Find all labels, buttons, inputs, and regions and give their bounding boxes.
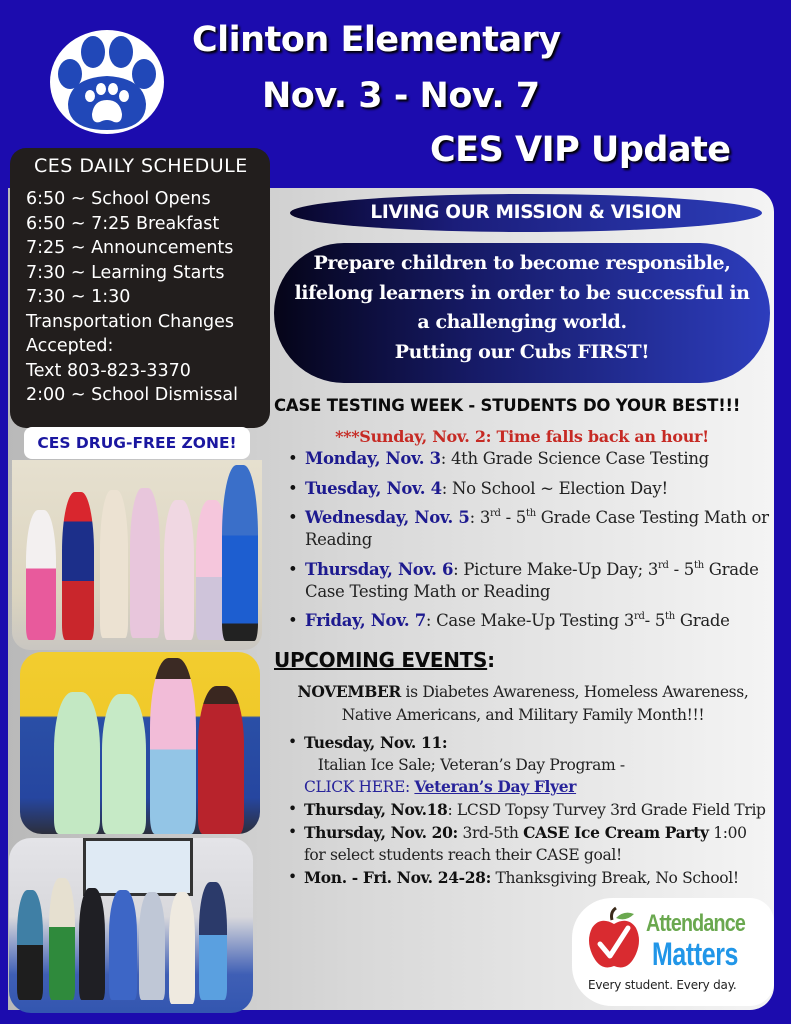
list-item [286,559,770,603]
click-here-text: CLICK HERE: [304,778,415,796]
schedule-line: Accepted: [26,336,114,356]
item-text: Grade Case Testing Math or Reading [305,508,769,549]
veterans-day-flyer-link[interactable]: Veteran’s Day Flyer [414,777,577,796]
item-text: : 3 [469,508,491,527]
schedule-line: 6:50 ~ School Opens [26,189,211,209]
list-item [286,799,766,822]
mission-line: Prepare children to become responsible, [313,252,731,274]
drug-free-zone-label: CES DRUG-FREE ZONE! [24,427,250,459]
day-label: Thursday, Nov.18 [304,800,448,819]
daily-schedule-box [10,148,270,428]
mission-line: Putting our Cubs FIRST! [394,340,650,363]
heading-colon: : [487,648,495,672]
item-text: Italian Ice Sale; Veteran’s Day Program - [304,755,630,774]
item-text: - 5 [500,508,526,527]
item-text: : Picture Make-Up Day; 3 [453,559,659,579]
schedule-line: 7:30 ~ Learning Starts [26,262,225,283]
daylight-saving-note: ***Sunday, Nov. 2: Time falls back an hour! [335,427,709,446]
month-label: NOVEMBER [297,682,401,701]
day-label: Mon. - Fri. Nov. 24-28: [304,867,491,887]
item-text: - 5 [668,559,694,579]
class-photo-1 [12,460,262,650]
november-awareness-note [276,680,770,727]
list-item [286,867,766,890]
mission-heading: LIVING OUR MISSION & VISION [290,194,762,232]
note-text: is Diabetes Awareness, Homeless Awareness, Native Americans, and Military Family Month!!! [341,683,749,724]
schedule-line: Transportation Changes [26,311,235,332]
ordinal-suffix: rd [658,559,669,571]
list-item [286,448,770,470]
date-range: Nov. 3 - Nov. 7 [262,76,540,116]
list-item [286,478,770,500]
schedule-line: Text 803-823-3370 [26,360,191,381]
day-label: Monday, Nov. 3 [305,449,441,468]
class-photo-3 [9,838,253,1013]
day-label: Wednesday, Nov. 5 [305,508,470,527]
item-text: Grade [674,611,730,630]
item-text: : 4th Grade Science Case Testing [440,449,709,468]
case-testing-list [286,448,770,640]
schedule-line: 6:50 ~ 7:25 Breakfast [26,213,220,234]
upcoming-events-heading [274,648,495,672]
mission-line: a challenging world. [417,311,627,333]
schedule-line: 2:00 ~ School Dismissal [26,385,238,405]
schedule-title: CES DAILY SCHEDULE [34,155,248,177]
list-item [286,732,766,799]
matters-word: Matters [652,936,739,972]
item-text: - 5 [644,611,666,630]
item-text: : LCSD Topsy Turvey 3rd Grade Field Trip [447,801,766,819]
apple-checkmark-icon [586,906,642,972]
schedule-line: 7:25 ~ Announcements [26,238,234,258]
item-text: 3rd-5th [457,824,524,842]
newsletter-subtitle: CES VIP Update [430,130,731,170]
item-text: : Case Make-Up Testing 3 [425,611,635,630]
item-text: 1:00 for select students reach their CASE goal! [304,824,747,864]
ordinal-suffix: rd [634,611,645,622]
ordinal-suffix: th [526,508,536,519]
item-text: Grade Case Testing Math or Reading [305,559,759,601]
list-item [286,610,770,632]
event-name: CASE Ice Cream Party [523,823,709,842]
day-label: Tuesday, Nov. 11: [304,733,448,752]
mission-line: lifelong learners in order to be successful in [294,281,750,304]
paw-print-icon [50,30,164,134]
ordinal-suffix: th [665,611,675,622]
schedule-line: 7:30 ~ 1:30 [26,287,131,307]
case-testing-heading: CASE TESTING WEEK - STUDENTS DO YOUR BEST!!! [274,396,741,415]
item-text: Thanksgiving Break, No School! [490,868,739,887]
ordinal-suffix: th [694,559,704,571]
item-text: : No School ~ Election Day! [441,478,668,498]
class-photo-2 [20,652,260,834]
day-label: Thursday, Nov. 20: [304,823,458,842]
attendance-matters-badge [572,898,774,1006]
mission-statement [274,243,770,383]
day-label: Friday, Nov. 7 [305,611,426,630]
attendance-word: Attendance [646,910,745,937]
day-label: Tuesday, Nov. 4 [305,478,442,498]
day-label: Thursday, Nov. 6 [305,559,454,579]
heading-text: UPCOMING EVENTS [274,648,488,672]
school-name: Clinton Elementary [192,20,561,60]
list-item [286,822,766,866]
school-logo [50,30,164,134]
list-item [286,507,770,551]
ordinal-suffix: rd [490,508,501,519]
attendance-tagline: Every student. Every day. [588,978,737,992]
upcoming-events-list [286,732,766,890]
